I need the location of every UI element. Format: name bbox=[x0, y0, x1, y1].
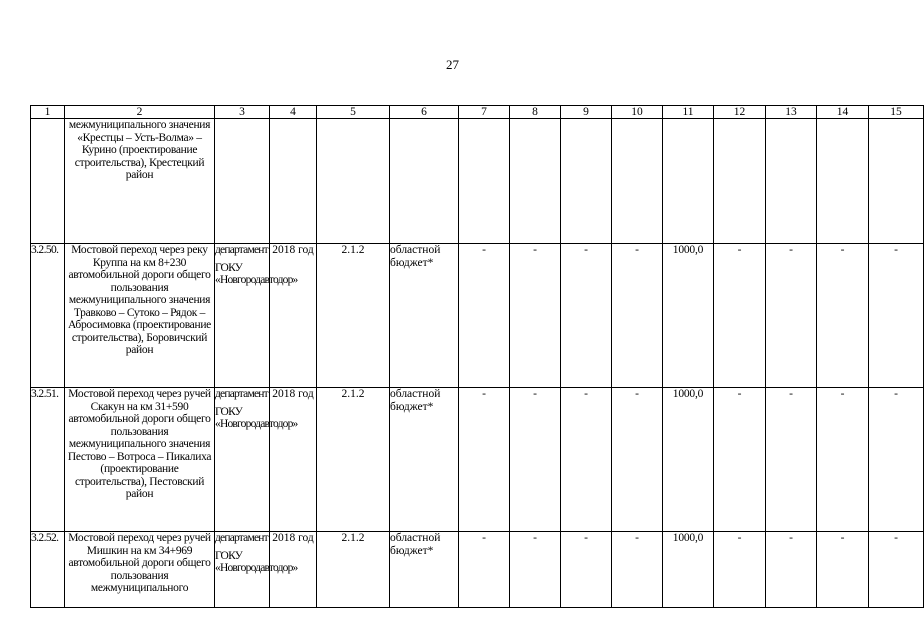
column-header: 14 bbox=[817, 106, 869, 119]
value-cell: - bbox=[766, 244, 817, 388]
amount-cell: 1000,0 bbox=[663, 244, 714, 388]
executor-department: департамент bbox=[215, 532, 268, 544]
column-header: 9 bbox=[561, 106, 612, 119]
empty-cell bbox=[766, 119, 817, 244]
empty-cell bbox=[510, 119, 561, 244]
empty-cell bbox=[714, 119, 766, 244]
amount-cell: 1000,0 bbox=[663, 388, 714, 532]
item-number-cell: 3.2.50. bbox=[31, 244, 65, 388]
empty-cell bbox=[663, 119, 714, 244]
year-cell: 2018 год bbox=[270, 388, 317, 532]
value-cell: - bbox=[817, 244, 869, 388]
object-name-cell: межмуниципального значения «Крестцы – Усть-Волма» – Курино (проектирование строительства), Крестецкий район bbox=[65, 119, 215, 244]
value-cell: - bbox=[817, 532, 869, 608]
column-header: 7 bbox=[459, 106, 510, 119]
table-row bbox=[31, 388, 924, 532]
empty-cell bbox=[31, 119, 65, 244]
empty-cell bbox=[869, 119, 924, 244]
indicator-code-cell: 2.1.2 bbox=[317, 244, 390, 388]
value-cell: - bbox=[714, 244, 766, 388]
column-header: 12 bbox=[714, 106, 766, 119]
empty-cell bbox=[270, 119, 317, 244]
executor-agency: ГОКУ «Новгородавтодор» bbox=[215, 549, 298, 574]
funding-source-cell: областной бюджет* bbox=[390, 244, 459, 388]
object-name-cell: Мостовой переход через ручей Скакун на км 31+590 автомобильной дороги общего пользования межмуниципального значения Пестово – Вотроса – Пикалиха (проектирование строительства), Пестовский район bbox=[65, 388, 215, 532]
indicator-code-cell: 2.1.2 bbox=[317, 388, 390, 532]
value-cell: - bbox=[459, 388, 510, 532]
value-cell: - bbox=[766, 388, 817, 532]
value-cell: - bbox=[766, 532, 817, 608]
table-row bbox=[31, 244, 924, 388]
indicator-code-cell: 2.1.2 bbox=[317, 532, 390, 608]
value-cell: - bbox=[612, 532, 663, 608]
executor-department: департамент bbox=[215, 388, 268, 400]
executor-department: департамент bbox=[215, 244, 268, 256]
empty-cell bbox=[317, 119, 390, 244]
item-number-cell: 3.2.51. bbox=[31, 388, 65, 532]
column-header: 15 bbox=[869, 106, 924, 119]
year-cell: 2018 год bbox=[270, 244, 317, 388]
value-cell: - bbox=[714, 388, 766, 532]
value-cell: - bbox=[869, 532, 924, 608]
year-cell: 2018 год bbox=[270, 532, 317, 608]
empty-cell bbox=[612, 119, 663, 244]
amount-cell: 1000,0 bbox=[663, 532, 714, 608]
column-header: 13 bbox=[766, 106, 817, 119]
object-name-cell: Мостовой переход через реку Круппа на км 8+230 автомобильной дороги общего пользования межмуниципального значения Травково – Сутоко – Рядок – Абросимовка (проектирование строительства), Боровичский район bbox=[65, 244, 215, 388]
funding-source-cell: областной бюджет* bbox=[390, 532, 459, 608]
value-cell: - bbox=[817, 388, 869, 532]
item-number-cell: 3.2.52. bbox=[31, 532, 65, 608]
value-cell: - bbox=[714, 532, 766, 608]
empty-cell bbox=[561, 119, 612, 244]
value-cell: - bbox=[459, 244, 510, 388]
value-cell: - bbox=[561, 532, 612, 608]
value-cell: - bbox=[510, 388, 561, 532]
value-cell: - bbox=[612, 244, 663, 388]
value-cell: - bbox=[510, 532, 561, 608]
value-cell: - bbox=[510, 244, 561, 388]
column-header: 8 bbox=[510, 106, 561, 119]
column-header: 10 bbox=[612, 106, 663, 119]
value-cell: - bbox=[459, 532, 510, 608]
value-cell: - bbox=[561, 244, 612, 388]
column-header: 3 bbox=[215, 106, 270, 119]
column-header: 1 bbox=[31, 106, 65, 119]
column-header: 5 bbox=[317, 106, 390, 119]
empty-cell bbox=[215, 119, 270, 244]
value-cell: - bbox=[869, 388, 924, 532]
table-row bbox=[31, 532, 924, 608]
empty-cell bbox=[390, 119, 459, 244]
header-row bbox=[31, 106, 924, 119]
empty-cell bbox=[817, 119, 869, 244]
column-header: 6 bbox=[390, 106, 459, 119]
page-number: 27 bbox=[446, 57, 459, 72]
column-header: 11 bbox=[663, 106, 714, 119]
funding-source-cell: областной бюджет* bbox=[390, 388, 459, 532]
value-cell: - bbox=[612, 388, 663, 532]
column-header: 4 bbox=[270, 106, 317, 119]
program-table bbox=[30, 105, 924, 608]
empty-cell bbox=[459, 119, 510, 244]
executor-agency: ГОКУ «Новгородавтодор» bbox=[215, 405, 298, 430]
executor-agency: ГОКУ «Новгородавтодор» bbox=[215, 261, 298, 286]
table-row-continuation bbox=[31, 119, 924, 244]
value-cell: - bbox=[869, 244, 924, 388]
column-header: 2 bbox=[65, 106, 215, 119]
value-cell: - bbox=[561, 388, 612, 532]
object-name-cell: Мостовой переход через ручей Мишкин на км 34+969 автомобильной дороги общего пользования межмуниципального bbox=[65, 532, 215, 608]
